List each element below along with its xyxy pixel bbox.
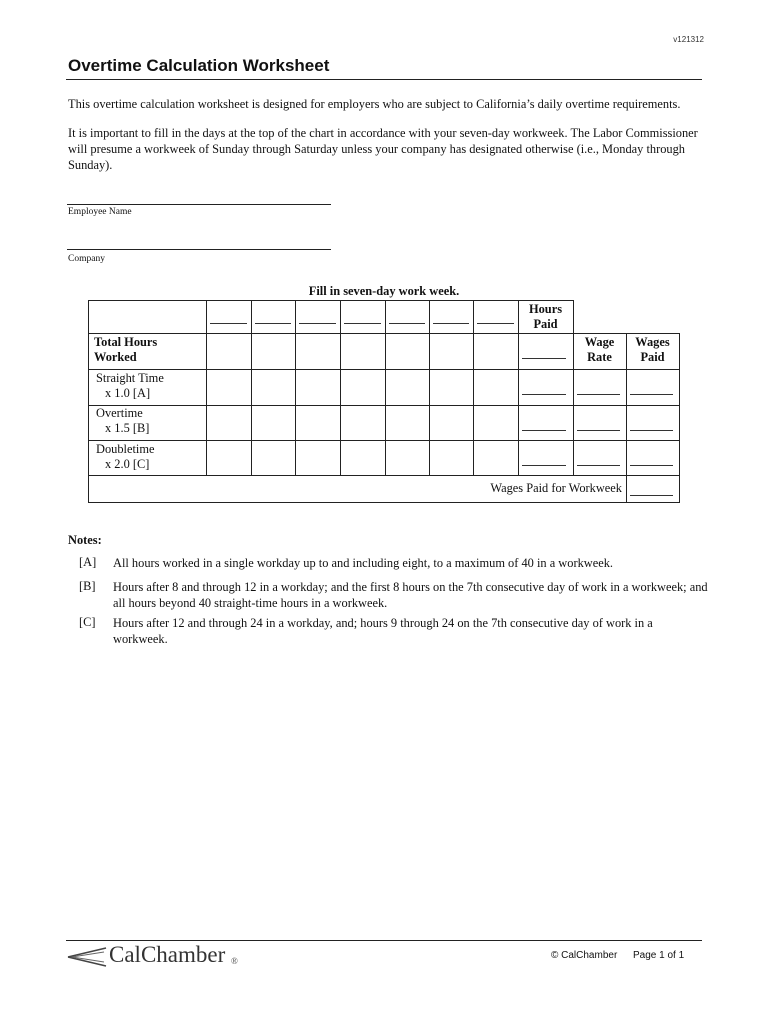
wages-paid-total-blank[interactable] (630, 495, 673, 496)
note-tag-c: [C] (79, 615, 96, 629)
hours-paid-header: Hours Paid (528, 302, 563, 331)
calchamber-swoosh-icon (66, 942, 108, 972)
intro-paragraph-2: It is important to fill in the days at the top of the chart in accordance with your seven-day workweek. The Labor Commissioner will presume a workweek of Sunday through Saturday unless your company has designated otherwise (i.e., Monday through Sunday). (68, 126, 698, 172)
wages-paid-header: Wages Paid (635, 335, 670, 364)
footer-divider (66, 940, 702, 941)
row-label-straight-time: Straight Time x 1.0 [A] (96, 371, 164, 400)
day-3-blank[interactable] (299, 323, 336, 324)
employee-name-label: Employee Name (68, 207, 132, 217)
note-tag-a: [A] (79, 555, 97, 569)
employee-name-line[interactable] (67, 204, 331, 205)
intro-paragraph-1: This overtime calculation worksheet is designed for employers who are subject to California’s daily overtime requirements. (68, 97, 681, 111)
total-hours-paid-blank[interactable] (522, 358, 566, 359)
registered-mark: ® (231, 956, 238, 966)
day-5-blank[interactable] (389, 323, 425, 324)
straight-hours-paid-blank[interactable] (522, 394, 566, 395)
note-tag-b: [B] (79, 579, 96, 593)
note-text-a: All hours worked in a single workday up to and including eight, to a maximum of 40 in a workweek. (113, 556, 614, 570)
doubletime-wages-paid-blank[interactable] (630, 465, 673, 466)
page-number: Page 1 of 1 (633, 950, 685, 961)
version-code: v121312 (673, 35, 704, 44)
wage-rate-header: Wage Rate (584, 335, 615, 364)
day-7-blank[interactable] (477, 323, 514, 324)
overtime-wage-rate-blank[interactable] (577, 430, 620, 431)
notes-heading: Notes: (68, 533, 102, 547)
row-label-overtime: Overtime x 1.5 [B] (96, 406, 150, 435)
straight-wages-paid-blank[interactable] (630, 394, 673, 395)
page-title: Overtime Calculation Worksheet (68, 56, 330, 75)
copyright-text: © CalChamber (551, 950, 618, 961)
title-divider (66, 79, 702, 80)
straight-wage-rate-blank[interactable] (577, 394, 620, 395)
note-text-c: Hours after 12 and through 24 in a workday, and; hours 9 through 24 on the 7th consecutive day of work in a workweek. (113, 616, 653, 646)
row-label-doubletime: Doubletime x 2.0 [C] (96, 442, 155, 471)
calchamber-logo: CalChamber (109, 942, 226, 967)
wages-paid-total-label: Wages Paid for Workweek (490, 481, 622, 495)
table-heading: Fill in seven-day work week. (308, 284, 460, 298)
row-label-total-hours: Total Hours Worked (94, 335, 158, 364)
day-6-blank[interactable] (433, 323, 469, 324)
overtime-hours-paid-blank[interactable] (522, 430, 566, 431)
overtime-wages-paid-blank[interactable] (630, 430, 673, 431)
day-4-blank[interactable] (344, 323, 381, 324)
day-1-blank[interactable] (210, 323, 247, 324)
company-line[interactable] (67, 249, 331, 250)
doubletime-wage-rate-blank[interactable] (577, 465, 620, 466)
company-label: Company (68, 254, 105, 264)
overtime-worksheet-table (88, 300, 680, 503)
note-text-b: Hours after 8 and through 12 in a workday; and the first 8 hours on the 7th consecutive day of work in a workweek; and all hours beyond 40 straight-time hours in a workweek. (113, 580, 708, 610)
doubletime-hours-paid-blank[interactable] (522, 465, 566, 466)
day-2-blank[interactable] (255, 323, 291, 324)
